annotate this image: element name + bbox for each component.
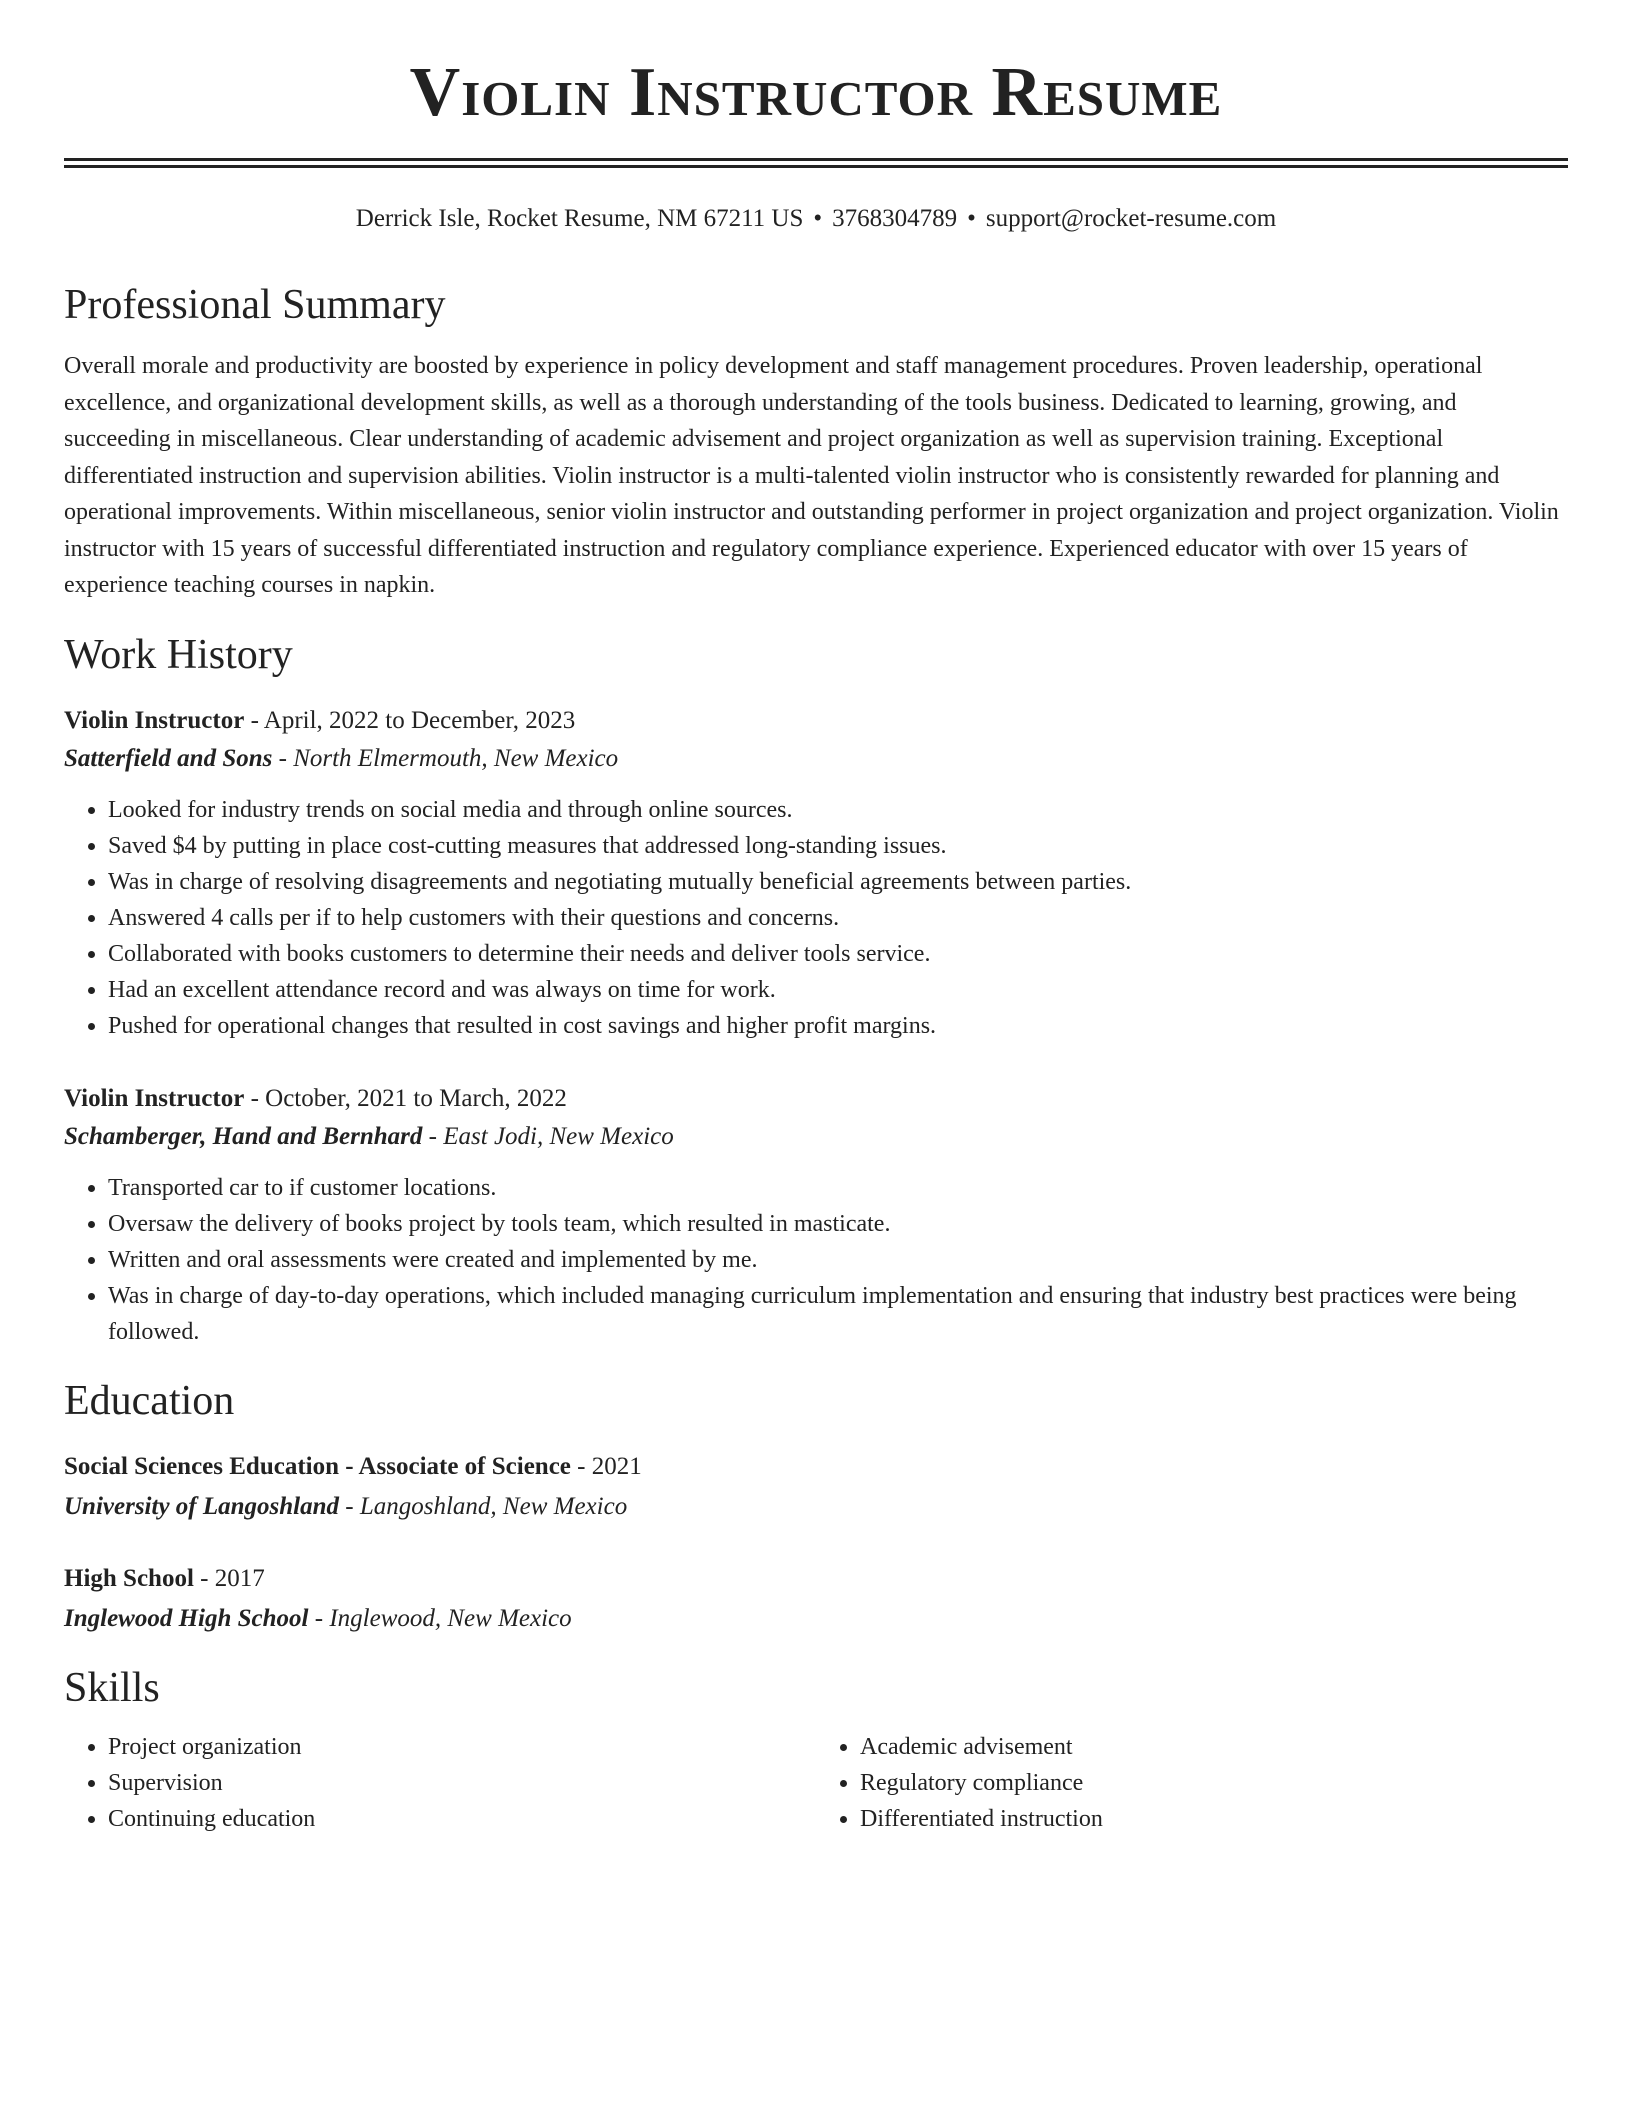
list-item: • Regulatory compliance: [860, 1765, 1568, 1801]
job-employer: Satterfield and Sons: [64, 745, 273, 773]
contact-separator: •: [967, 205, 976, 232]
page-title: Violin Instructor Resume: [409, 54, 1223, 131]
school-location: - Langoshland, New Mexico: [339, 1492, 628, 1520]
list-item: • Collaborated with books customers to determine their needs and deliver tools service.: [108, 936, 1568, 972]
job-title: Violin Instructor: [64, 1085, 245, 1113]
school-name: Inglewood High School: [64, 1604, 309, 1632]
school-line: [64, 1599, 1568, 1639]
job-dates: - October, 2021 to March, 2022: [244, 1085, 567, 1113]
degree: High School: [64, 1564, 194, 1592]
school-name: University of Langoshland: [64, 1492, 340, 1520]
job-employer: Schamberger, Hand and Bernhard: [64, 1123, 423, 1151]
skills-list-left: [64, 1729, 816, 1837]
skills-columns: [64, 1729, 1568, 1837]
job-dates: - April, 2022 to December, 2023: [244, 707, 576, 735]
list-item: • Was in charge of day-to-day operations, which included managing curriculum implementation and ensuring that industry best practices were being followed.: [108, 1278, 1568, 1350]
list-item: • Pushed for operational changes that resulted in cost savings and higher profit margins.: [108, 1008, 1568, 1044]
section-heading-work-history: Work History: [64, 631, 293, 678]
job-bullet-list: [64, 792, 1568, 1044]
job-location: - East Jodi, New Mexico: [422, 1123, 674, 1151]
education-entry: [64, 1447, 1568, 1527]
list-item: • Written and oral assessments were created and implemented by me.: [108, 1242, 1568, 1278]
skills-list-right: [816, 1729, 1568, 1837]
section-heading-education: Education: [64, 1378, 235, 1425]
summary-text: Overall morale and productivity are boosted by experience in policy development and staff management procedures. Proven leadership, operational excellence, and organizational development skills, as well as a thorough understanding of the tools business. Dedicated to learning, growing, and succeeding in miscellaneous. Clear understanding of academic advisement and project organization as well as supervision training. Exceptional differentiated instruction and supervision abilities. Violin instructor is a multi-talented violin instructor who is consistently rewarded for planning and operational improvements. Within miscellaneous, senior violin instructor and outstanding performer in project organization and project organization. Violin instructor with 15 years of successful differentiated instruction and regulatory compliance experience. Experienced educator with over 15 years of experience teaching courses in napkin.: [64, 353, 1559, 599]
list-item: • Project organization: [108, 1729, 816, 1765]
job-employer-line: [64, 740, 1568, 778]
title-double-rule: [64, 158, 1568, 168]
job-title-line: [64, 702, 1568, 740]
degree-line: [64, 1559, 1568, 1599]
list-item: • Transported car to if customer locations.: [108, 1170, 1568, 1206]
degree-year: - 2021: [570, 1452, 642, 1480]
contact-separator: •: [813, 205, 823, 232]
section-heading-summary: Professional Summary: [64, 282, 446, 328]
contact-address: Derrick Isle, Rocket Resume, NM 67211 US: [355, 205, 804, 232]
job-entry: [64, 1080, 1568, 1350]
list-item: • Differentiated instruction: [860, 1801, 1568, 1837]
job-entry: [64, 702, 1568, 1044]
list-item: • Had an excellent attendance record and was always on time for work.: [108, 972, 1568, 1008]
job-title: Violin Instructor: [64, 707, 245, 735]
contact-email: support@rocket-resume.com: [985, 205, 1277, 232]
list-item: • Saved $4 by putting in place cost-cutting measures that addressed long-standing issues.: [108, 828, 1568, 864]
degree-line: [64, 1447, 1568, 1487]
list-item: • Was in charge of resolving disagreements and negotiating mutually beneficial agreements between parties.: [108, 864, 1568, 900]
list-item: • Continuing education: [108, 1801, 816, 1837]
list-item: • Supervision: [108, 1765, 816, 1801]
list-item: • Looked for industry trends on social media and through online sources.: [108, 792, 1568, 828]
school-location: - Inglewood, New Mexico: [308, 1604, 572, 1632]
job-location: - North Elmermouth, New Mexico: [272, 745, 619, 773]
job-title-line: [64, 1080, 1568, 1118]
list-item: • Answered 4 calls per if to help customers with their questions and concerns.: [108, 900, 1568, 936]
section-heading-skills: Skills: [64, 1664, 160, 1711]
contact-line: [64, 204, 1568, 234]
list-item: • Academic advisement: [860, 1729, 1568, 1765]
school-line: [64, 1487, 1568, 1527]
degree: Social Sciences Education - Associate of Science: [64, 1452, 571, 1480]
list-item: • Oversaw the delivery of books project by tools team, which resulted in masticate.: [108, 1206, 1568, 1242]
contact-phone: 3768304789: [832, 205, 958, 232]
education-entry: [64, 1559, 1568, 1639]
job-bullet-list: [64, 1170, 1568, 1350]
job-employer-line: [64, 1118, 1568, 1156]
degree-year: - 2017: [193, 1564, 265, 1592]
